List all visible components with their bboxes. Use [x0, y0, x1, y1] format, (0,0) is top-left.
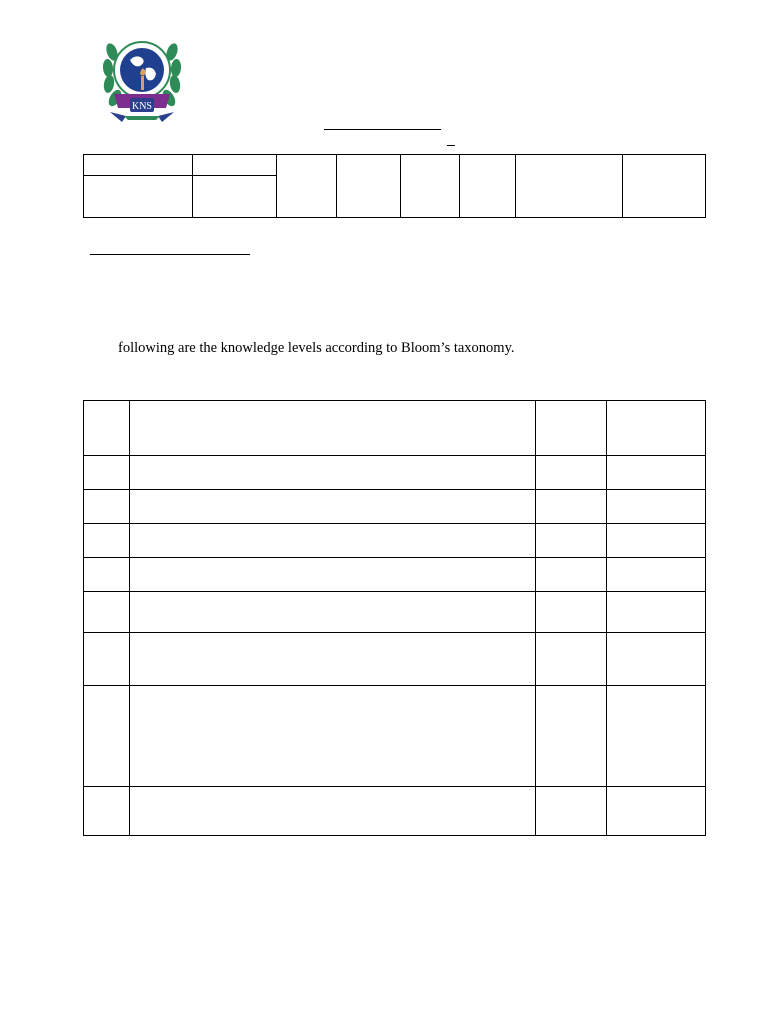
detail-cell[interactable]	[516, 155, 623, 218]
table-cell[interactable]	[84, 490, 130, 524]
table-row	[84, 456, 706, 490]
detail-cell[interactable]	[84, 176, 193, 218]
table-cell[interactable]	[536, 633, 607, 686]
questions-table	[83, 400, 706, 836]
subtitle-underline	[447, 145, 455, 146]
detail-cell[interactable]	[193, 155, 277, 176]
table-cell[interactable]	[536, 456, 607, 490]
table-row	[84, 787, 706, 836]
detail-cell[interactable]	[460, 155, 516, 218]
table-cell[interactable]	[130, 524, 536, 558]
table-cell[interactable]	[607, 558, 706, 592]
institution-logo	[100, 30, 184, 128]
table-row	[84, 633, 706, 686]
table-cell[interactable]	[130, 686, 536, 787]
table-row	[84, 524, 706, 558]
table-cell[interactable]	[84, 686, 130, 787]
logo-text: KNS	[131, 101, 153, 112]
table-cell[interactable]	[130, 633, 536, 686]
table-cell[interactable]	[130, 490, 536, 524]
detail-cell[interactable]	[623, 155, 706, 218]
table-cell[interactable]	[536, 524, 607, 558]
table-cell[interactable]	[536, 558, 607, 592]
table-cell[interactable]	[130, 787, 536, 836]
header-cell	[607, 401, 706, 456]
table-cell[interactable]	[607, 592, 706, 633]
detail-cell[interactable]	[84, 155, 193, 176]
table-row	[84, 490, 706, 524]
header-cell	[130, 401, 536, 456]
table-cell[interactable]	[84, 456, 130, 490]
table-cell[interactable]	[84, 558, 130, 592]
detail-cell[interactable]	[277, 155, 337, 218]
table-cell[interactable]	[607, 490, 706, 524]
table-cell[interactable]	[84, 787, 130, 836]
table-cell[interactable]	[536, 787, 607, 836]
section-heading-underline	[90, 254, 250, 255]
bloom-taxonomy-intro: following are the knowledge levels according to Bloom’s taxonomy.	[118, 340, 515, 356]
table-cell[interactable]	[607, 524, 706, 558]
table-cell[interactable]	[607, 633, 706, 686]
detail-cell[interactable]	[337, 155, 401, 218]
detail-cell[interactable]	[193, 176, 277, 218]
table-cell[interactable]	[130, 456, 536, 490]
kns-crest-logo-icon	[100, 30, 184, 128]
table-cell[interactable]	[84, 592, 130, 633]
table-cell[interactable]	[536, 592, 607, 633]
table-cell[interactable]	[607, 787, 706, 836]
table-cell[interactable]	[536, 686, 607, 787]
header-cell	[84, 401, 130, 456]
table-cell[interactable]	[130, 592, 536, 633]
table-row	[84, 558, 706, 592]
table-cell[interactable]	[130, 558, 536, 592]
header-cell	[536, 401, 607, 456]
table-cell[interactable]	[607, 686, 706, 787]
detail-cell[interactable]	[401, 155, 460, 218]
table-cell[interactable]	[84, 524, 130, 558]
table-row	[84, 686, 706, 787]
exam-details-table	[83, 154, 706, 218]
table-header-row	[84, 401, 706, 456]
table-row	[84, 592, 706, 633]
title-underline	[324, 129, 441, 130]
table-cell[interactable]	[607, 456, 706, 490]
table-cell[interactable]	[84, 633, 130, 686]
table-cell[interactable]	[536, 490, 607, 524]
